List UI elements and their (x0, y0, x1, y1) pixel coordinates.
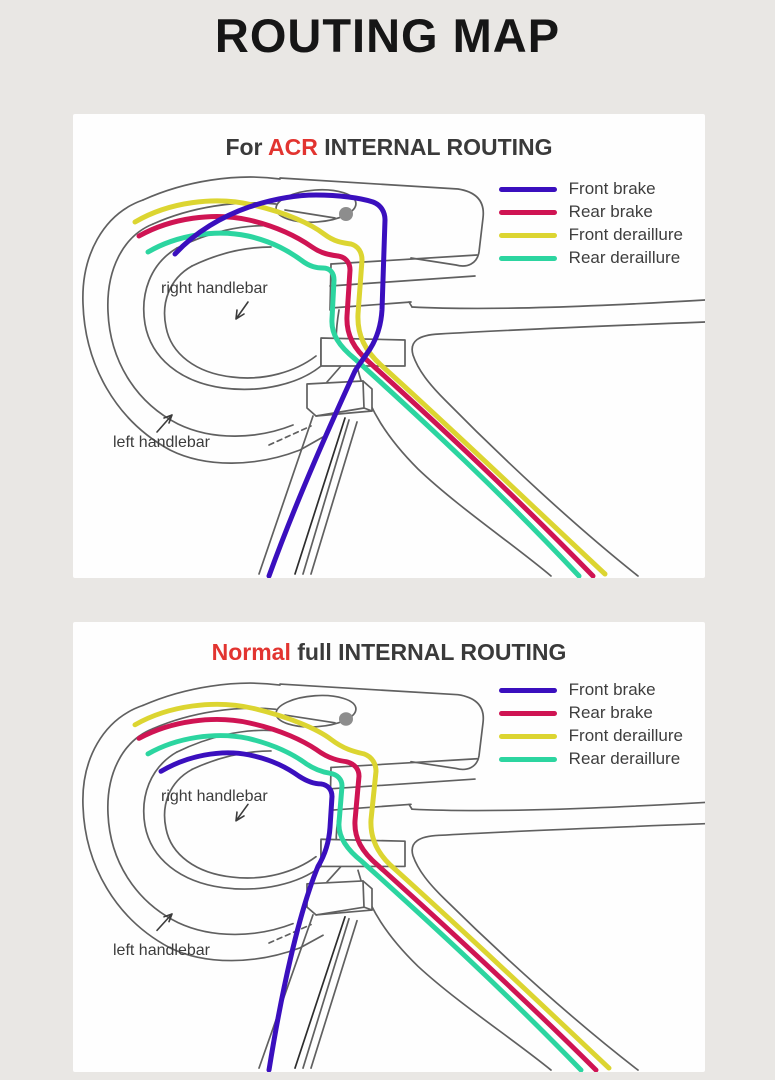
title-post: full INTERNAL ROUTING (290, 639, 567, 665)
legend-label: Rear deraillure (568, 248, 681, 267)
title-post: INTERNAL ROUTING (317, 134, 553, 160)
legend-row (499, 226, 683, 244)
legend-label: Front brake (568, 179, 656, 198)
legend-row (499, 750, 683, 768)
legend-row (499, 203, 683, 221)
legend-label: Rear brake (568, 703, 653, 722)
rear-brake-swatch (499, 711, 557, 716)
legend-row (499, 704, 683, 722)
acr-legend (499, 180, 683, 272)
rear-brake-swatch (499, 210, 557, 215)
legend-row (499, 681, 683, 699)
front-derailleur-swatch (499, 233, 557, 238)
right-handlebar-label: right handlebar (161, 280, 268, 297)
title-pre: For (225, 134, 269, 160)
legend-label: Front brake (568, 680, 656, 699)
legend-row (499, 727, 683, 745)
left-handlebar-label: left handlebar (113, 434, 210, 451)
legend-row (499, 180, 683, 198)
panel-normal-routing (73, 622, 705, 1072)
normal-panel-title (73, 639, 705, 666)
panel-acr-routing (73, 114, 705, 578)
left-handlebar-label: left handlebar (113, 942, 210, 959)
rear-derailleur-swatch (499, 757, 557, 762)
front-derailleur-swatch (499, 734, 557, 739)
acr-panel-title (73, 134, 705, 161)
title-highlight: ACR (268, 134, 318, 160)
rear-derailleur-swatch (499, 256, 557, 261)
title-highlight: Normal (211, 639, 291, 665)
legend-label: Front deraillure (568, 225, 683, 244)
legend-row (499, 249, 683, 267)
legend-label: Front deraillure (568, 726, 683, 745)
front-brake-swatch (499, 688, 557, 693)
page-title: ROUTING MAP (214, 9, 561, 62)
right-handlebar-label: right handlebar (161, 788, 268, 805)
front-brake-swatch (499, 187, 557, 192)
normal-legend (499, 681, 683, 773)
legend-label: Rear deraillure (568, 749, 681, 768)
legend-label: Rear brake (568, 202, 653, 221)
